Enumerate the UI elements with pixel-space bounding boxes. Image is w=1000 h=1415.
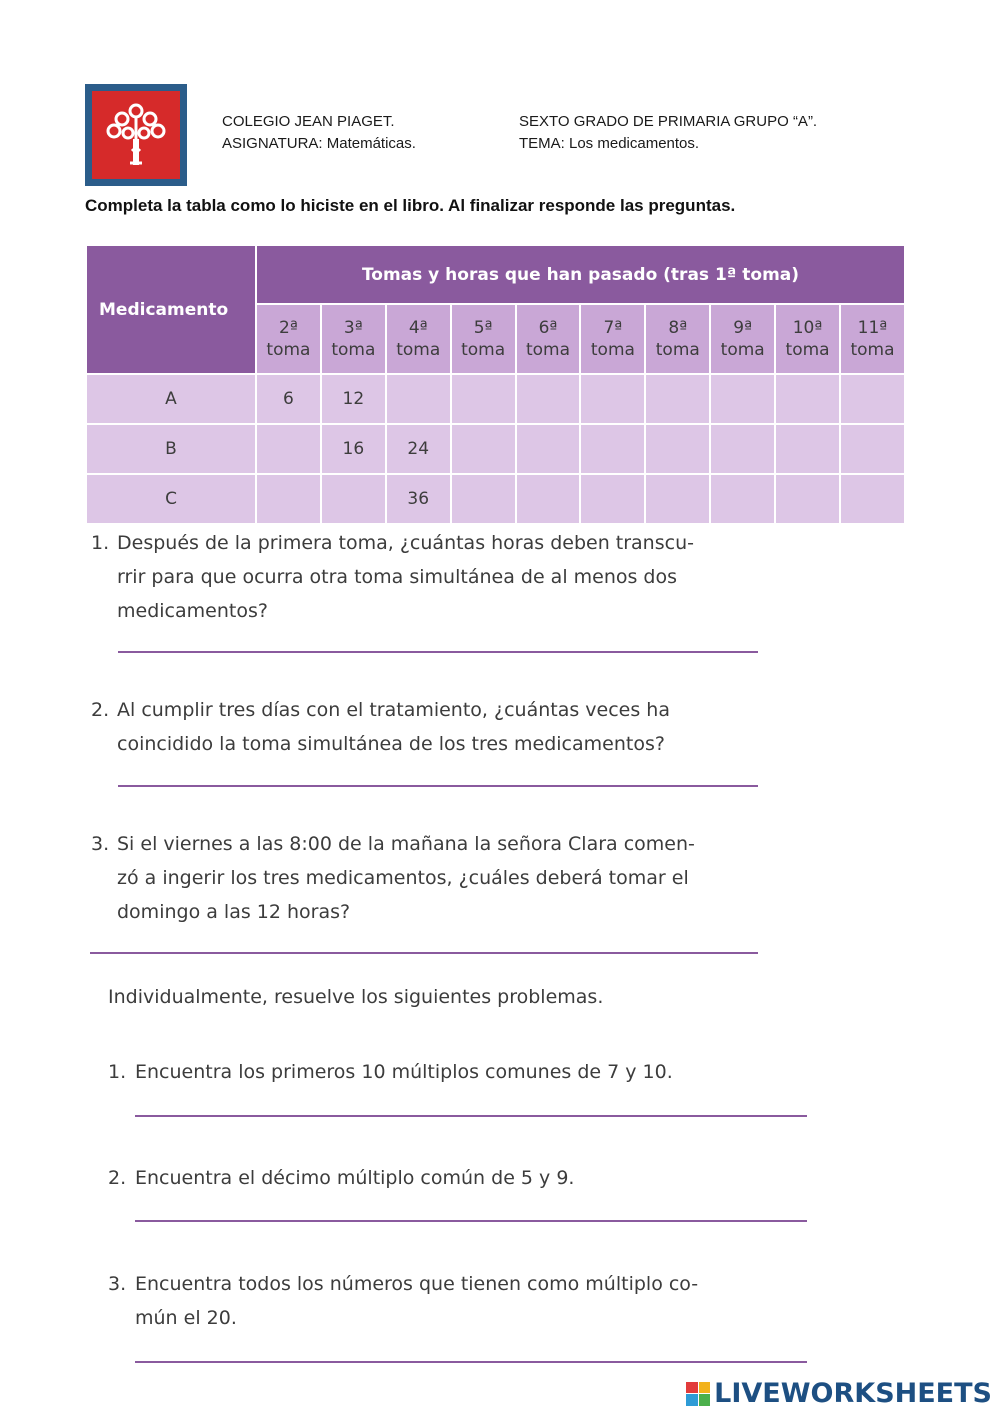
column-word: toma — [850, 340, 895, 360]
liveworksheets-icon — [686, 1382, 710, 1406]
problem-text — [135, 1161, 574, 1195]
problem-line: Encuentra todos los números que tienen como múltiplo co- — [135, 1273, 699, 1295]
column-header — [451, 304, 516, 374]
table-cell[interactable] — [451, 424, 516, 474]
column-ordinal: 9ª — [733, 318, 753, 338]
table-cell[interactable] — [256, 424, 321, 474]
column-word: toma — [720, 340, 765, 360]
row-label: A — [86, 374, 256, 424]
column-header — [710, 304, 775, 374]
problem-line: mún el 20. — [135, 1307, 237, 1329]
table-cell[interactable] — [645, 374, 710, 424]
tree-emblem-icon — [92, 91, 180, 179]
column-word: toma — [331, 340, 376, 360]
column-ordinal: 10ª — [792, 318, 823, 338]
school-logo — [85, 84, 187, 186]
table-row — [86, 374, 905, 424]
table-cell[interactable] — [710, 474, 775, 524]
table-cell[interactable] — [580, 374, 645, 424]
table-cell[interactable]: 6 — [256, 374, 321, 424]
row-label: C — [86, 474, 256, 524]
question-line: Al cumplir tres días con el tratamiento, ¿cuántas veces ha — [117, 699, 670, 721]
column-ordinal: 8ª — [668, 318, 688, 338]
column-word: toma — [590, 340, 635, 360]
table-cell[interactable] — [775, 374, 840, 424]
problem-number: 3. — [108, 1273, 127, 1295]
table-cell[interactable] — [580, 474, 645, 524]
column-word: toma — [461, 340, 506, 360]
column-header — [580, 304, 645, 374]
column-word: toma — [396, 340, 441, 360]
problem-text — [135, 1055, 673, 1089]
table-cell[interactable] — [451, 474, 516, 524]
grade: SEXTO GRADO DE PRIMARIA GRUPO “A”. — [519, 113, 818, 130]
answer-line[interactable] — [118, 785, 758, 787]
column-header — [256, 304, 321, 374]
column-ordinal: 11ª — [857, 318, 888, 338]
row-label: B — [86, 424, 256, 474]
question-number: 1. — [91, 532, 110, 554]
individual-intro: Individualmente, resuelve los siguientes problemas. — [108, 986, 604, 1008]
table-cell[interactable]: 24 — [386, 424, 451, 474]
answer-line[interactable] — [135, 1220, 807, 1222]
table-cell[interactable] — [775, 474, 840, 524]
table-cell[interactable] — [516, 424, 581, 474]
problem-number: 1. — [108, 1061, 127, 1083]
question-line: Después de la primera toma, ¿cuántas horas deben transcu- — [117, 532, 694, 554]
group-header: Tomas y horas que han pasado (tras 1ª toma) — [256, 245, 905, 304]
column-ordinal: 6ª — [538, 318, 558, 338]
problem-line: Encuentra los primeros 10 múltiplos comunes de 7 y 10. — [135, 1061, 673, 1083]
column-ordinal: 4ª — [408, 318, 428, 338]
answer-line[interactable] — [90, 952, 758, 954]
column-header — [321, 304, 386, 374]
row-header: Medicamento — [86, 245, 256, 374]
column-ordinal: 2ª — [279, 318, 298, 338]
column-header — [386, 304, 451, 374]
question-line: rrir para que ocurra otra toma simultánea de al menos dos — [117, 566, 678, 588]
topic: TEMA: Los medicamentos. — [519, 135, 700, 152]
table-cell[interactable]: 16 — [321, 424, 386, 474]
question-text — [117, 827, 695, 929]
column-word: toma — [525, 340, 571, 360]
question-line: Si el viernes a las 8:00 de la mañana la señora Clara comen- — [117, 833, 695, 855]
table-cell[interactable] — [321, 474, 386, 524]
table-cell[interactable] — [516, 474, 581, 524]
answer-line[interactable] — [135, 1361, 807, 1363]
instruction: Completa la tabla como lo hiciste en el libro. Al finalizar responde las preguntas. — [85, 196, 736, 215]
table-cell[interactable] — [580, 424, 645, 474]
table-cell[interactable] — [516, 374, 581, 424]
question-number: 2. — [91, 699, 110, 721]
table-cell[interactable]: 36 — [386, 474, 451, 524]
column-header — [840, 304, 905, 374]
table-cell[interactable] — [645, 424, 710, 474]
table-cell[interactable] — [710, 424, 775, 474]
medication-table — [85, 244, 906, 525]
table-cell[interactable] — [256, 474, 321, 524]
problem-line: Encuentra el décimo múltiplo común de 5 y 9. — [135, 1167, 575, 1189]
table-cell[interactable] — [840, 474, 905, 524]
watermark-text: LIVEWORKSHEETS — [714, 1378, 992, 1409]
column-header — [645, 304, 710, 374]
table-cell[interactable] — [451, 374, 516, 424]
table-row — [86, 424, 905, 474]
column-word: toma — [266, 340, 311, 360]
table-cell[interactable] — [386, 374, 451, 424]
column-word: toma — [785, 340, 830, 360]
column-header — [516, 304, 581, 374]
problem-number: 2. — [108, 1167, 127, 1189]
table-cell[interactable] — [710, 374, 775, 424]
table-cell[interactable] — [645, 474, 710, 524]
table-row — [86, 474, 905, 524]
question-line: coincidido la toma simultánea de los tres medicamentos? — [117, 733, 665, 755]
school-name: COLEGIO JEAN PIAGET. — [222, 113, 395, 130]
column-header — [775, 304, 840, 374]
liveworksheets-logo — [686, 1378, 992, 1409]
problem-text — [135, 1267, 698, 1335]
column-word: toma — [655, 340, 700, 360]
question-text — [117, 526, 694, 628]
table-cell[interactable] — [840, 374, 905, 424]
table-cell[interactable]: 12 — [321, 374, 386, 424]
table-cell[interactable] — [775, 424, 840, 474]
question-text — [117, 693, 670, 761]
question-number: 3. — [91, 833, 110, 855]
table-cell[interactable] — [840, 424, 905, 474]
question-line: domingo a las 12 horas? — [117, 901, 351, 923]
column-ordinal: 5ª — [473, 318, 493, 338]
answer-line[interactable] — [135, 1115, 807, 1117]
question-line: medicamentos? — [117, 600, 268, 622]
answer-line[interactable] — [118, 651, 758, 653]
subject: ASIGNATURA: Matemáticas. — [222, 135, 416, 152]
column-ordinal: 3ª — [343, 318, 363, 338]
question-line: zó a ingerir los tres medicamentos, ¿cuáles deberá tomar el — [117, 867, 689, 889]
column-ordinal: 7ª — [603, 318, 623, 338]
